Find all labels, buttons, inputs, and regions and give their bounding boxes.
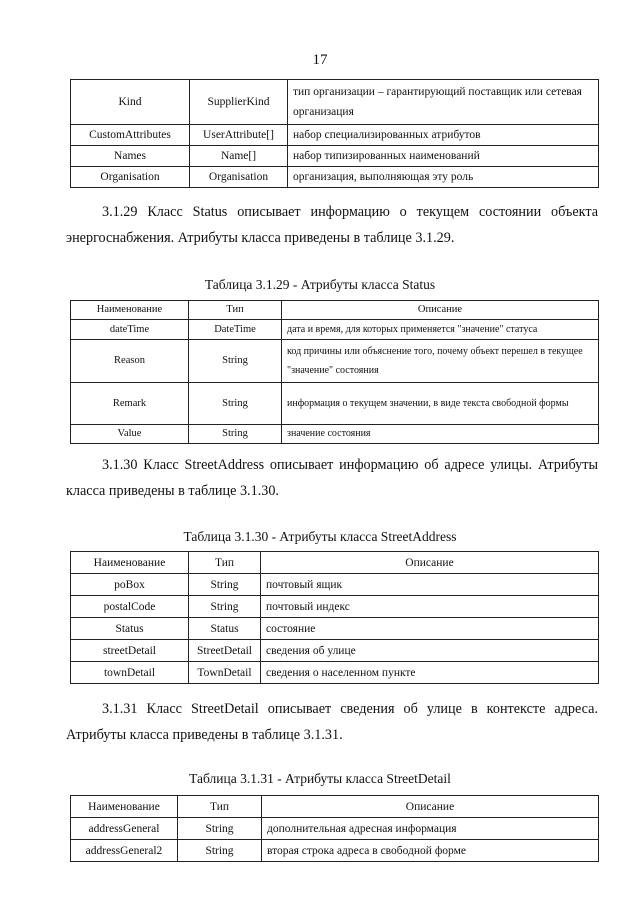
column-header: Наименование — [71, 796, 178, 818]
table-cell: poBox — [71, 574, 189, 596]
table-cell: String — [189, 340, 282, 383]
table-header-row — [71, 301, 599, 320]
table-cell: SupplierKind — [190, 80, 288, 125]
table-cell: сведения об улице — [261, 640, 599, 662]
table-cell: набор типизированных наименований — [288, 146, 599, 167]
table-caption-3-1-29: Таблица 3.1.29 - Атрибуты класса Status — [204, 277, 436, 292]
table-cell: String — [189, 596, 261, 618]
table-cell: dateTime — [71, 320, 189, 340]
table-cell: townDetail — [71, 662, 189, 684]
table-row — [71, 618, 599, 640]
table-cell: Status — [71, 618, 189, 640]
table-cell: сведения о населенном пункте — [261, 662, 599, 684]
table-header-row — [71, 552, 599, 574]
paragraph-3-1-30: 3.1.30 Класс StreetAddress описывает информацию об адресе улицы. Атрибуты класса приведены в таблице 3.1.30. — [66, 457, 598, 499]
table-row — [71, 425, 599, 444]
table-row — [71, 383, 599, 425]
table-row — [71, 340, 599, 383]
table-cell: String — [178, 818, 262, 840]
table-cell: StreetDetail — [189, 640, 261, 662]
table-row — [71, 146, 599, 167]
table-row — [71, 125, 599, 146]
table-cell: информация о текущем значении, в виде текста свободной формы — [282, 383, 599, 425]
table-cell: код причины или объяснение того, почему объект перешел в текущее "значение" состояния — [282, 340, 599, 383]
table-cell: дополнительная адресная информация — [262, 818, 599, 840]
table-cell: TownDetail — [189, 662, 261, 684]
table-cell: состояние — [261, 618, 599, 640]
table-cell: String — [189, 383, 282, 425]
table-cell: дата и время, для которых применяется "значение" статуса — [282, 320, 599, 340]
column-header: Наименование — [71, 301, 189, 320]
table-status-attributes — [70, 300, 599, 444]
table-cell: addressGeneral2 — [71, 840, 178, 862]
table-row — [71, 840, 599, 862]
table-cell: Kind — [71, 80, 190, 125]
table-cell: Names — [71, 146, 190, 167]
table-cell: DateTime — [189, 320, 282, 340]
table-cell: набор специализированных атрибутов — [288, 125, 599, 146]
page-number: 17 — [312, 52, 328, 68]
table-cell: UserAttribute[] — [190, 125, 288, 146]
table-cell: Organisation — [71, 167, 190, 188]
table-streetdetail-attributes — [70, 795, 599, 862]
paragraph-3-1-29: 3.1.29 Класс Status описывает информацию о текущем состоянии объекта энергоснабжения. Атрибуты класса приведены в таблице 3.1.29. — [66, 204, 598, 246]
table-row — [71, 596, 599, 618]
table-cell: String — [189, 425, 282, 444]
table-cell: Reason — [71, 340, 189, 383]
table-cell: Remark — [71, 383, 189, 425]
paragraph-3-1-31: 3.1.31 Класс StreetDetail описывает сведения об улице в контексте адреса. Атрибуты класса приведены в таблице 3.1.31. — [66, 701, 598, 743]
table-row — [71, 574, 599, 596]
table-streetaddress-attributes — [70, 551, 599, 684]
table-cell: String — [189, 574, 261, 596]
table-cell: Name[] — [190, 146, 288, 167]
table-cell: streetDetail — [71, 640, 189, 662]
table-cell: почтовый индекс — [261, 596, 599, 618]
table-row — [71, 818, 599, 840]
column-header: Наименование — [71, 552, 189, 574]
table-cell: Value — [71, 425, 189, 444]
table-cell: тип организации – гарантирующий поставщик или сетевая организация — [288, 80, 599, 125]
table-cell: CustomAttributes — [71, 125, 190, 146]
table-row — [71, 320, 599, 340]
column-header: Тип — [189, 552, 261, 574]
table-cell: String — [178, 840, 262, 862]
table-row — [71, 662, 599, 684]
table-cell: значение состояния — [282, 425, 599, 444]
table-caption-3-1-31: Таблица 3.1.31 - Атрибуты класса StreetDetail — [189, 771, 451, 786]
column-header: Описание — [282, 301, 599, 320]
table-cell: организация, выполняющая эту роль — [288, 167, 599, 188]
table-continuation — [70, 79, 599, 188]
column-header: Тип — [178, 796, 262, 818]
table-row — [71, 167, 599, 188]
table-row — [71, 640, 599, 662]
table-header-row — [71, 796, 599, 818]
table-cell: addressGeneral — [71, 818, 178, 840]
table-cell: Status — [189, 618, 261, 640]
column-header: Описание — [261, 552, 599, 574]
table-cell: postalCode — [71, 596, 189, 618]
table-caption-3-1-30: Таблица 3.1.30 - Атрибуты класса StreetAddress — [183, 529, 457, 544]
table-cell: почтовый ящик — [261, 574, 599, 596]
table-row — [71, 80, 599, 125]
column-header: Тип — [189, 301, 282, 320]
table-cell: Organisation — [190, 167, 288, 188]
table-cell: вторая строка адреса в свободной форме — [262, 840, 599, 862]
column-header: Описание — [262, 796, 599, 818]
